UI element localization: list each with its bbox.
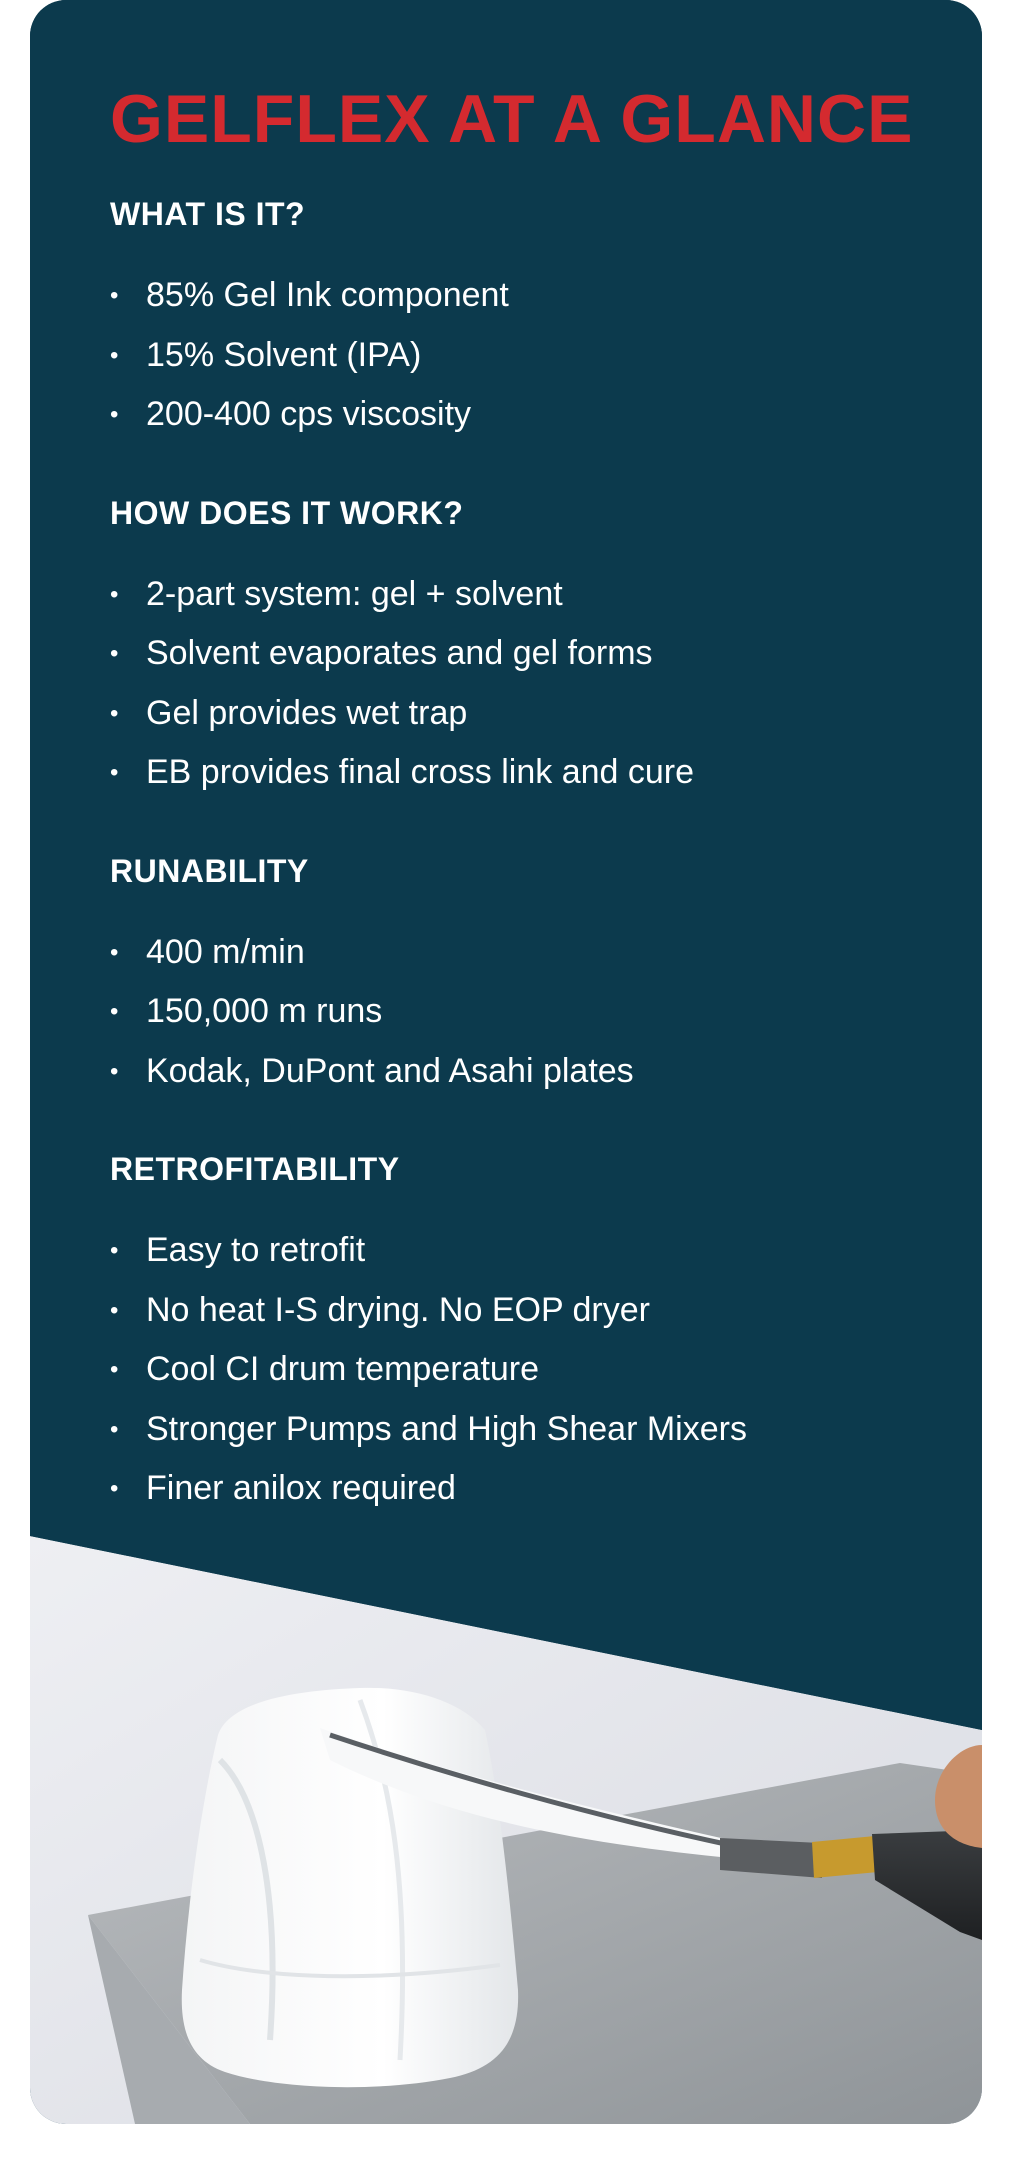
bullet-icon: • [110, 938, 119, 966]
what-is-it-list [110, 266, 950, 445]
bullet-icon: • [110, 282, 119, 309]
list-item: • 2-part system: gel + solvent [110, 565, 950, 625]
list-item: • Finer anilox required [110, 1459, 950, 1519]
bullet-icon: • [110, 401, 119, 428]
content-column [110, 78, 950, 1519]
bullet-icon: • [110, 1356, 119, 1383]
list-item: • 150,000 m runs [110, 982, 950, 1042]
bullet-icon: • [110, 699, 119, 727]
list-item: • Cool CI drum temperature [110, 1340, 950, 1400]
list-item: • Stronger Pumps and High Shear Mixers [110, 1400, 950, 1460]
bullet-icon: • [110, 759, 119, 786]
section-heading-retrofitability: RETROFITABILITY [110, 1151, 400, 1187]
list-item: • 15% Solvent (IPA) [110, 326, 950, 386]
bullet-icon: • [110, 998, 119, 1025]
runability-list [110, 923, 950, 1102]
bullet-icon: • [110, 1057, 119, 1085]
bullet-icon: • [110, 640, 119, 667]
bullet-icon: • [110, 1296, 119, 1324]
page-title: GELFLEX AT A GLANCE [110, 81, 914, 157]
list-item: • EB provides final cross link and cure [110, 743, 950, 803]
list-item: • Solvent evaporates and gel forms [110, 624, 950, 684]
list-item: • 200-400 cps viscosity [110, 385, 950, 445]
list-item: • Kodak, DuPont and Asahi plates [110, 1042, 950, 1102]
section-heading-what-is-it: WHAT IS IT? [110, 196, 306, 232]
bullet-icon: • [110, 1237, 119, 1264]
bullet-icon: • [110, 580, 119, 608]
list-item: • 85% Gel Ink component [110, 266, 950, 326]
list-item: • Easy to retrofit [110, 1221, 950, 1281]
section-heading-runability: RUNABILITY [110, 852, 309, 889]
bullet-icon: • [110, 1415, 119, 1443]
list-item: • 400 m/min [110, 923, 950, 983]
bullet-icon: • [110, 341, 119, 369]
info-card [30, 0, 982, 2124]
list-item: • No heat I-S drying. No EOP dryer [110, 1281, 950, 1341]
retrofitability-list [110, 1221, 950, 1519]
section-heading-how-does-it-work: HOW DOES IT WORK? [110, 494, 464, 531]
how-does-it-work-list [110, 565, 950, 803]
bullet-icon: • [110, 1475, 119, 1502]
list-item: • Gel provides wet trap [110, 684, 950, 744]
